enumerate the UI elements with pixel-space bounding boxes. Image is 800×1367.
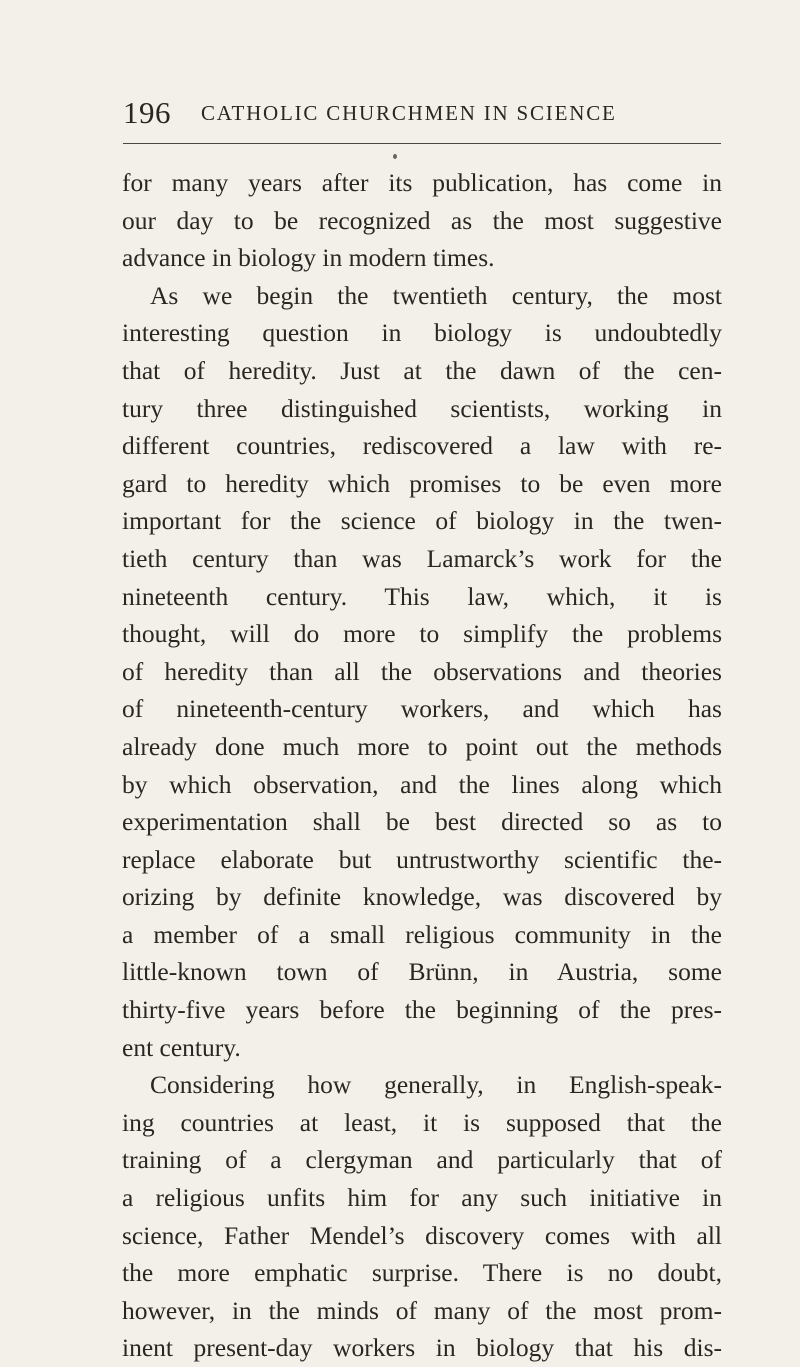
- text-line: a member of a small religious community in the: [122, 919, 722, 949]
- text-line: thought, will do more to simplify the problems: [122, 619, 722, 649]
- text-line: nineteenth century. This law, which, it is: [122, 581, 722, 611]
- text-line: tury three distinguished scientists, working in: [122, 393, 722, 423]
- text-line: gard to heredity which promises to be even more: [122, 468, 722, 498]
- text-line: tieth century than was Lamarck’s work for the: [122, 543, 722, 573]
- text-line: experimentation shall be best directed so as to: [122, 807, 722, 837]
- text-line: of nineteenth-century workers, and which has: [122, 694, 722, 724]
- text-line: interesting question in biology is undoubtedly: [122, 318, 722, 348]
- text-line: thirty-five years before the beginning of the pres-: [122, 995, 722, 1025]
- text-line: the more emphatic surprise. There is no doubt,: [122, 1258, 722, 1288]
- text-line: of heredity than all the observations and theories: [122, 656, 722, 686]
- text-line: As we begin the twentieth century, the most: [150, 280, 722, 310]
- text-line: by which observation, and the lines along which: [122, 769, 722, 799]
- text-line: little-known town of Brünn, in Austria, some: [122, 957, 722, 987]
- text-line: however, in the minds of many of the most prom-: [122, 1295, 722, 1325]
- text-line: inent present-day workers in biology that his dis-: [122, 1333, 722, 1363]
- header-rule: [123, 143, 721, 144]
- text-line: training of a clergyman and particularly that of: [122, 1145, 722, 1175]
- text-line: important for the science of biology in the twen-: [122, 506, 722, 536]
- running-title: CATHOLIC CHURCHMEN IN SCIENCE: [201, 101, 617, 125]
- ink-speck: [393, 154, 397, 159]
- text-line: advance in biology in modern times.: [122, 243, 495, 273]
- text-line: different countries, rediscovered a law with re-: [122, 431, 722, 461]
- text-line: orizing by definite knowledge, was discovered by: [122, 882, 722, 912]
- text-line: ent century.: [122, 1032, 241, 1062]
- text-line: that of heredity. Just at the dawn of the cen-: [122, 355, 722, 385]
- text-line: our day to be recognized as the most suggestive: [122, 205, 722, 235]
- page-number: 196: [123, 95, 171, 130]
- text-line: already done much more to point out the methods: [122, 731, 722, 761]
- body-text: [122, 164, 722, 1367]
- text-line: Considering how generally, in English-speak-: [150, 1070, 722, 1100]
- text-line: for many years after its publication, has come in: [122, 168, 722, 197]
- text-line: science, Father Mendel’s discovery comes with all: [122, 1220, 722, 1250]
- running-head: [123, 93, 723, 133]
- text-line: ing countries at least, it is supposed that the: [122, 1107, 722, 1137]
- text-line: replace elaborate but untrustworthy scientific the-: [122, 844, 722, 874]
- text-line: a religious unfits him for any such initiative in: [122, 1183, 722, 1213]
